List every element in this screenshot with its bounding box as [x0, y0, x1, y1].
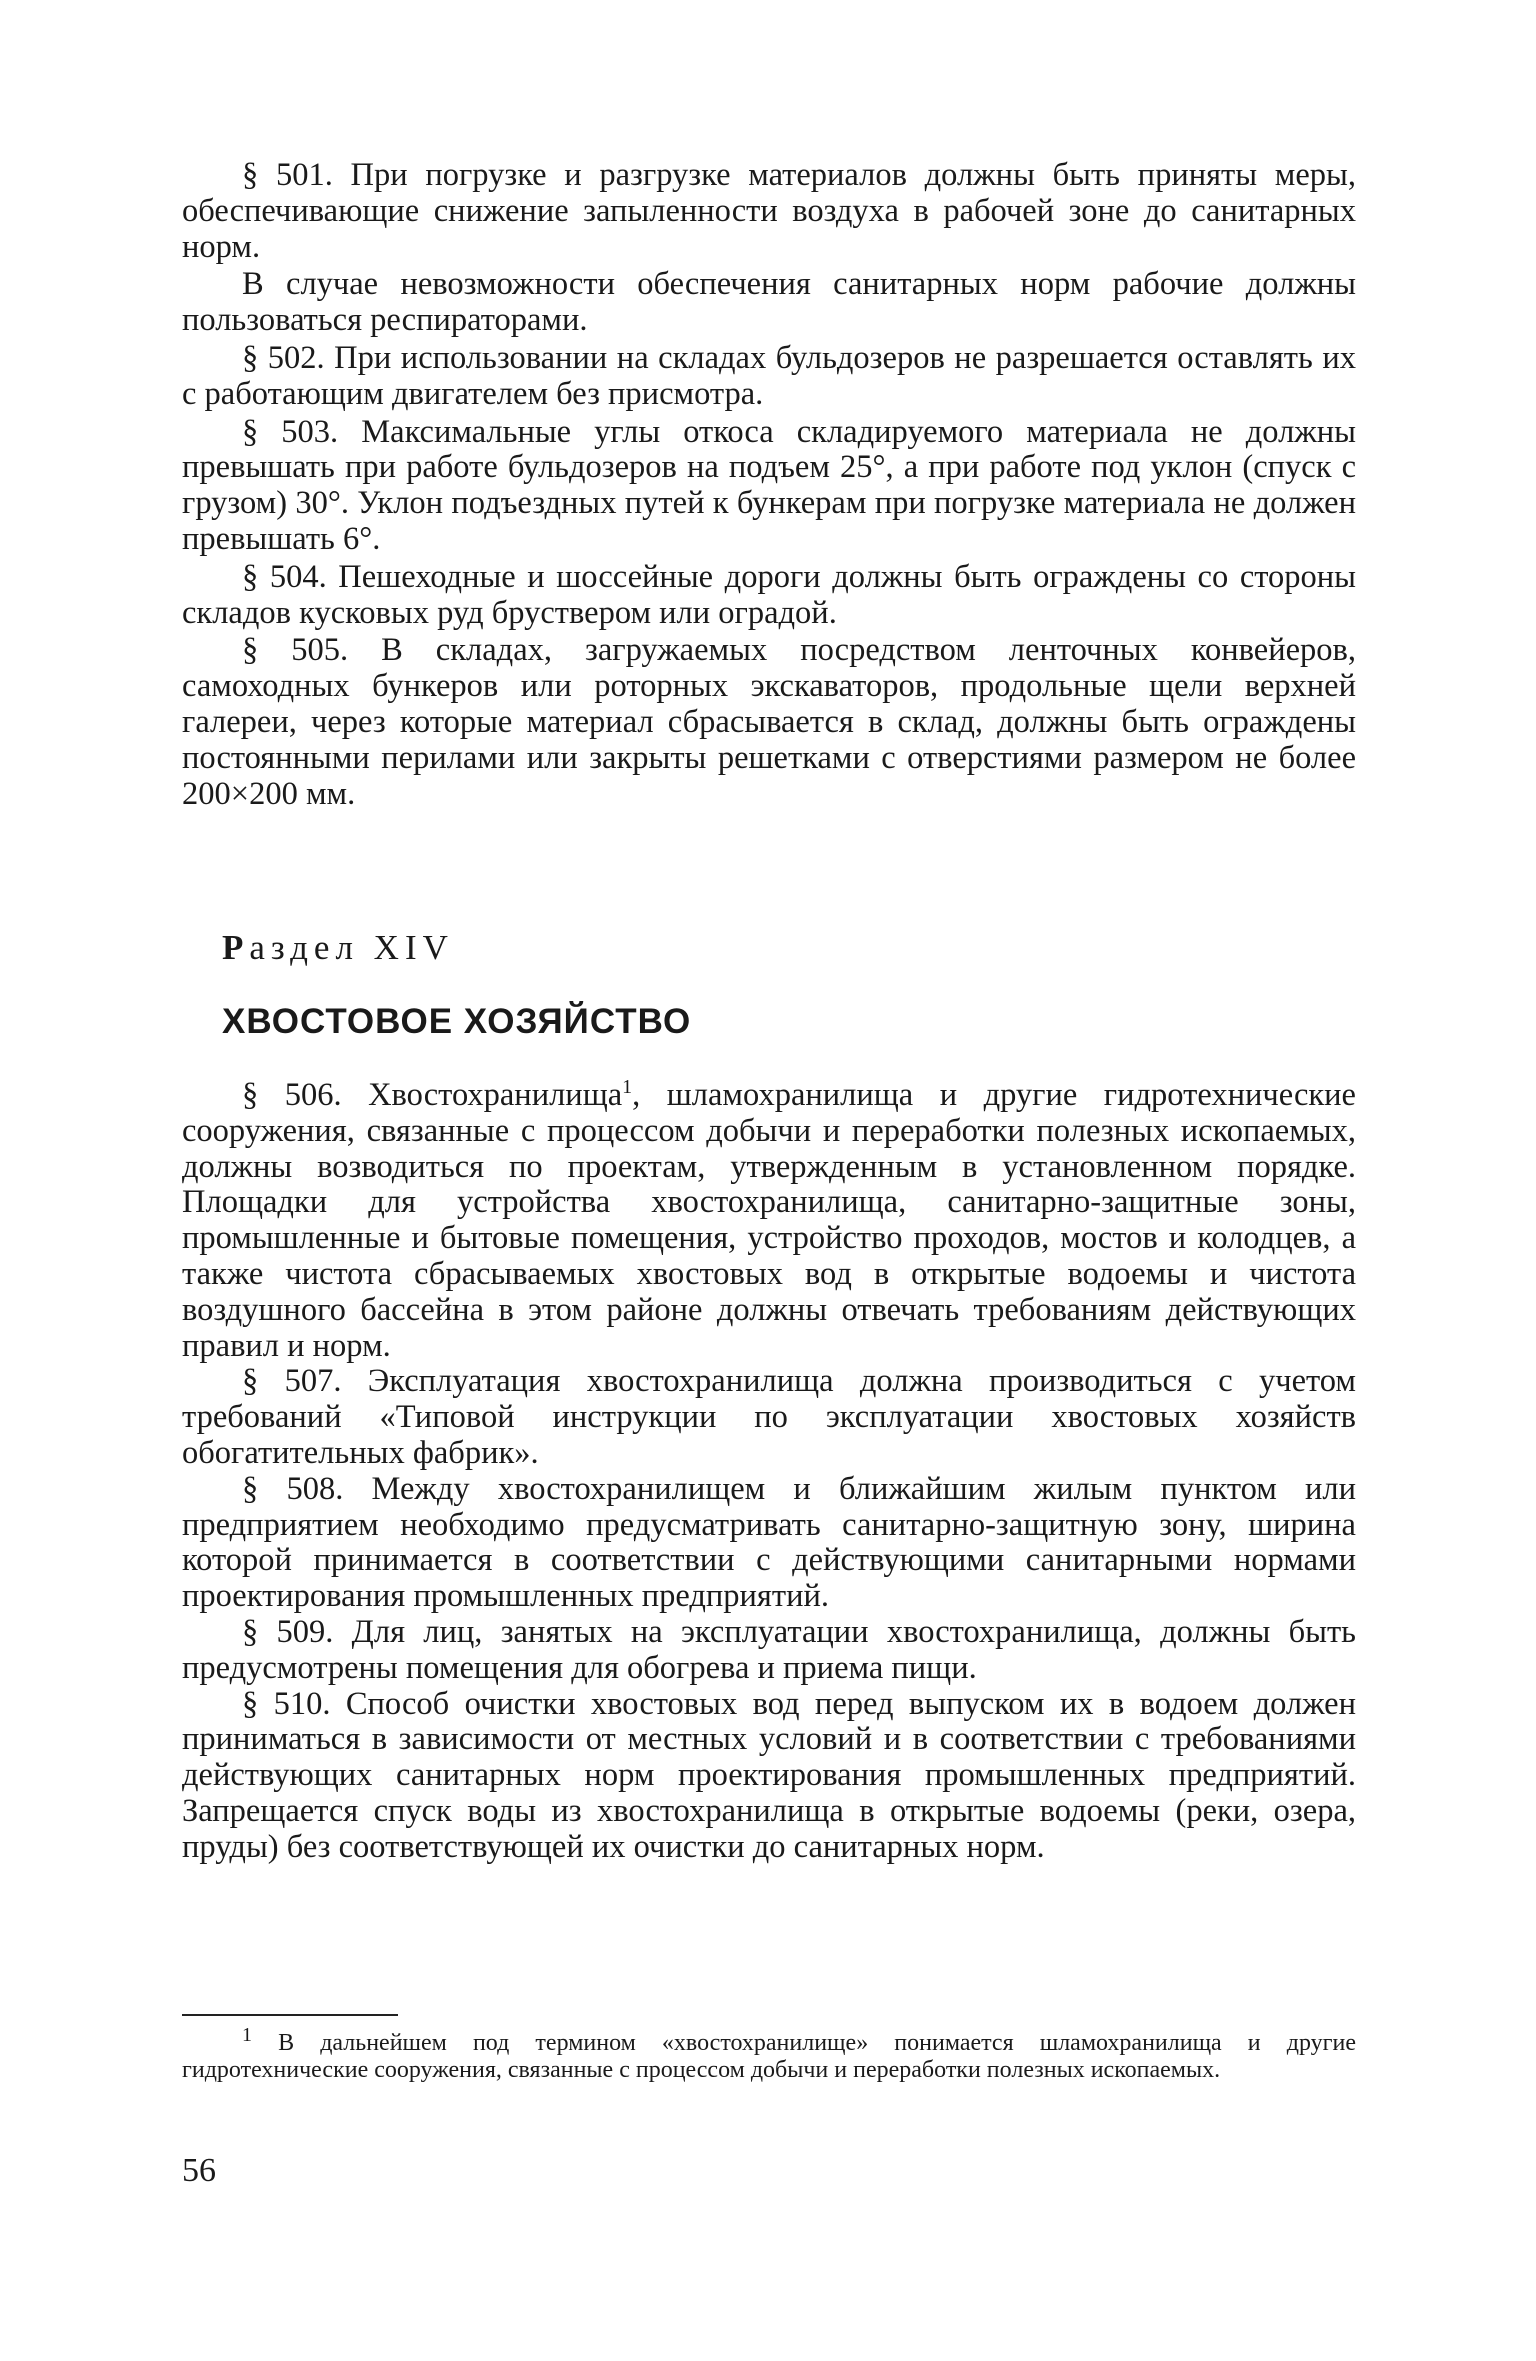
- paragraph-506: [182, 1078, 1356, 1364]
- paragraph-507: § 507. Эксплуатация хвостохранилища должна производиться с учетом требований «Типовой инструкции по эксплуатации хвостовых хозяйств обогатительных фабрик».: [182, 1363, 1356, 1471]
- paragraph-510: § 510. Способ очистки хвостовых вод перед выпуском их в водоем должен приниматься в зависимости от местных условий и в соответствии с требованиями действующих санитарных норм проектирования промышленных предприятий. Запрещается спуск воды из хвостохранилища в открытые водоемы (реки, озера, пруды) без соответствующей их очистки до санитарных норм.: [182, 1685, 1356, 1865]
- paragraph-505: § 505. В складах, загружаемых посредством ленточных конвейеров, самоходных бункеров или роторных экскаваторов, продольные щели верхней галереи, через которые материал сбрасывается в склад, должны быть ограждены постоянными перилами или закрыты решетками с отверстиями размером не более 200×200 мм.: [182, 632, 1356, 812]
- footnote-divider: [182, 2014, 398, 2016]
- footnote: [182, 2024, 1356, 2084]
- paragraph-503: § 503. Максимальные углы откоса складируемого материала не должны превышать при работе бульдозеров на подъем 25°, а при работе под уклон (спуск с грузом) 30°. Уклон подъездных путей к бункерам при погрузке материала не должен превышать 6°.: [182, 413, 1356, 557]
- footnote-text: [182, 2024, 1356, 2084]
- footnote-marker: 1: [622, 1076, 633, 1099]
- text-block-sections-506-510: [182, 1078, 1356, 1866]
- section-label-rest: аздел XIV: [249, 928, 454, 967]
- paragraph-508: § 508. Между хвостохранилищем и ближайшим жилым пунктом или предприятием необходимо предусматривать санитарно-защитную зону, ширина которой принимается в соответствии с действующими санитарными нормами проектирования промышленных предприятий.: [182, 1470, 1356, 1615]
- section-label: [222, 928, 454, 968]
- paragraph-506-rest: , шламохранилища и другие гидротехнические сооружения, связанные с процессом добычи и переработки полезных ископаемых, должны возводиться по проектам, утвержденным в установленном порядке. Площадки для устройства хвостохранилища, санитарно-защитные зоны, промышленные и бытовые помещения, устройство проходов, мостов и колодцев, а также чистота сбрасываемых хвостовых вод в открытые водоемы и чистота воздушного бассейна в этом районе должны отвечать требованиям действующих правил и норм.: [182, 1077, 1356, 1364]
- footnote-body: В дальнейшем под термином «хвостохранилище» понимается шламохранилища и другие гидротехнические сооружения, связанные с процессом добычи и переработки полезных ископаемых.: [182, 2030, 1356, 2083]
- paragraph-509: § 509. Для лиц, занятых на эксплуатации хвостохранилища, должны быть предусмотрены помещения для обогрева и приема пищи.: [182, 1613, 1356, 1686]
- text-block-sections-501-505: [182, 158, 1356, 812]
- section-title: ХВОСТОВОЕ ХОЗЯЙСТВО: [222, 1002, 692, 1041]
- footnote-marker-note: 1: [242, 2024, 252, 2046]
- paragraph-501: § 501. При погрузке и разгрузке материалов должны быть приняты меры, обеспечивающие снижение запыленности воздуха в рабочей зоне до санитарных норм.: [182, 157, 1356, 265]
- paragraph-502: § 502. При использовании на складах бульдозеров не разрешается оставлять их с работающим двигателем без присмотра.: [182, 339, 1356, 412]
- paragraph-501-continued: В случае невозможности обеспечения санитарных норм рабочие должны пользоваться респираторами.: [182, 266, 1356, 339]
- section-label-lead: Р: [222, 928, 250, 967]
- paragraph-504: § 504. Пешеходные и шоссейные дороги должны быть ограждены со стороны складов кусковых руд бруствером или оградой.: [182, 558, 1356, 631]
- page-number: 56: [182, 2152, 216, 2189]
- paragraph-506-start: § 506. Хвостохранилища: [242, 1077, 623, 1113]
